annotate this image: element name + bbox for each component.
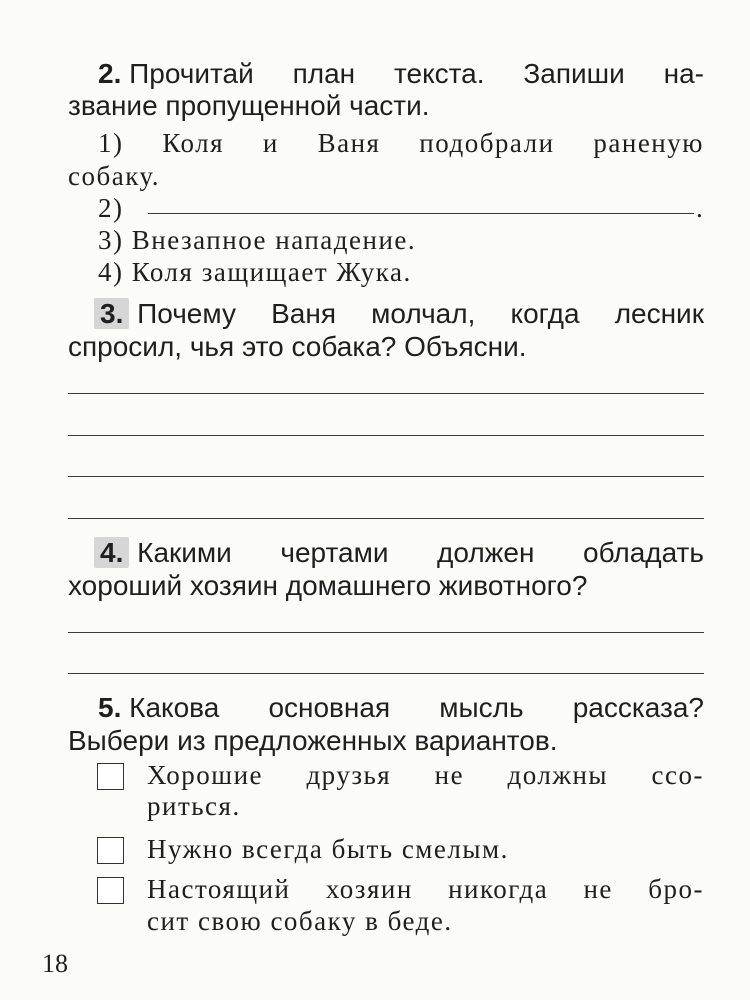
q3-answer-line-1[interactable] — [68, 393, 704, 394]
q3-number: 3. — [94, 298, 129, 329]
q5-line-1: 5. Какова основная мысль рассказа? — [98, 692, 704, 723]
q4-answer-line-2[interactable] — [68, 673, 704, 674]
plan-item-2-blank[interactable] — [148, 213, 694, 214]
q3-line-1: 3. Почему Ваня молчал, когда лесник — [98, 298, 704, 330]
page-number: 18 — [42, 949, 68, 978]
option-3-line-2: сит свою собаку в беде. — [147, 906, 453, 936]
plan-item-3: 3) Внезапное нападение. — [98, 225, 417, 255]
option-2-text: Нужно всегда быть смелым. — [147, 834, 509, 864]
q5-number: 5. — [98, 692, 122, 723]
plan-item-1-line-2: собаку. — [68, 161, 160, 191]
q4-line-1: 4. Какими чертами должен обладать — [98, 537, 704, 569]
q3-answer-line-2[interactable] — [68, 435, 704, 436]
plan-item-2-number: 2) — [98, 193, 124, 223]
q4-number: 4. — [94, 537, 129, 568]
q3-answer-line-3[interactable] — [68, 476, 704, 477]
plan-item-4: 4) Коля защищает Жука. — [98, 257, 412, 287]
option-3-line-1: Настоящий хозяин никогда не бро- — [147, 874, 704, 904]
q2-line-2: звание пропущенной части. — [68, 90, 430, 121]
q4-answer-line-1[interactable] — [68, 632, 704, 633]
plan-item-1-line-1: 1) Коля и Ваня подобрали раненую — [98, 128, 704, 158]
q3-line-2: спросил, чья это собака? Объясни. — [68, 331, 527, 362]
q3-answer-line-4[interactable] — [68, 518, 704, 519]
q2-number: 2. — [98, 58, 122, 89]
option-3-checkbox[interactable] — [97, 877, 124, 904]
option-1-line-1: Хорошие друзья не должны ссо- — [147, 760, 704, 790]
plan-item-2-period: . — [696, 193, 705, 223]
q2-line-1: 2. Прочитай план текста. Запиши на- — [98, 58, 704, 89]
option-1-line-2: риться. — [147, 791, 241, 821]
option-1-checkbox[interactable] — [97, 763, 124, 790]
option-2-checkbox[interactable] — [97, 837, 124, 864]
q5-line-2: Выбери из предложенных вариантов. — [68, 725, 558, 756]
q4-line-2: хороший хозяин домашнего животного? — [68, 570, 588, 601]
